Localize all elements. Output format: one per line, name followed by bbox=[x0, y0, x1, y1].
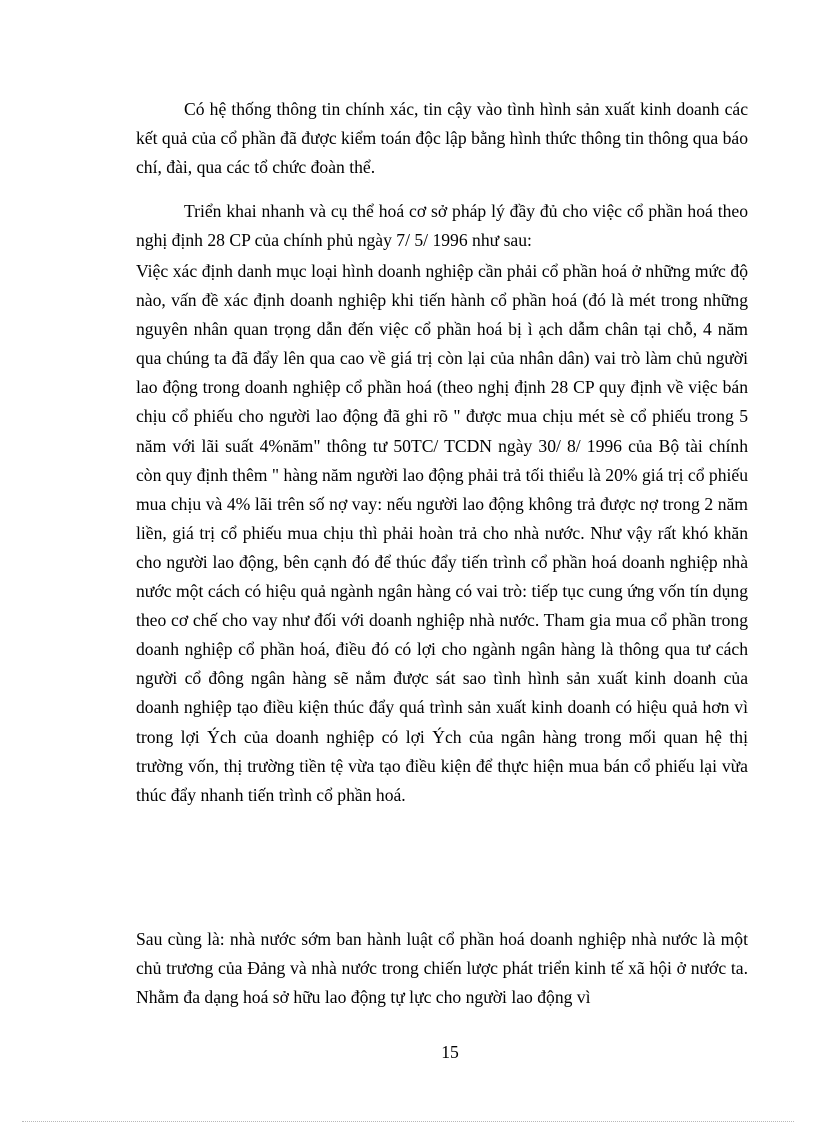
paragraph-information-system: Có hệ thống thông tin chính xác, tin cậy vào tình hình sản xuất kinh doanh các kết quả của cổ phần đã được kiểm toán độc lập bằng hình thức thông tin thông qua báo chí, đài, qua các tổ chức đoàn thể. bbox=[136, 99, 748, 178]
page-number: 15 bbox=[441, 1042, 459, 1062]
paragraph-enterprise-classification: Việc xác định danh mục loại hình doanh nghiệp cần phải cổ phần hoá ở những mức độ nào, vấn đề xác định doanh nghiệp khi tiến hành cổ phần hoá (đó là mét trong những nguyên nhân quan trọng dẫn đến việc cổ phần hoá bị ì ạch dẫm chân tại chỗ, 4 năm qua chúng ta đã đẩy lên qua cao về giá trị còn lại của nhân dân) vai trò làm chủ người lao động trong doanh nghiệp cổ phần hoá (theo nghị định 28 CP quy định về việc bán chịu cổ phiếu cho người lao động đã ghi rõ " được mua chịu mét sè cổ phiếu trong 5 năm với lãi suất 4%năm" thông tư 50TC/ TCDN ngày 30/ 8/ 1996 của Bộ tài chính còn quy định thêm " hàng năm người lao động phải trả tối thiểu là 20% giá trị cổ phiếu mua chịu và 4% lãi trên số nợ vay: nếu người lao động không trả được nợ trong 2 năm liền, giá trị cổ phiếu mua chịu thì phải hoàn trả cho nhà nước. Như vậy rất khó khăn cho người lao động, bên cạnh đó để thúc đẩy tiến trình cổ phần hoá doanh nghiệp nhà nước một cách có hiệu quả ngành ngân hàng có vai trò: tiếp tục cung ứng vốn tín dụng theo cơ chế cho vay như đối với doanh nghiệp nhà nước. Tham gia mua cổ phần trong doanh nghiệp cổ phần hoá, điều đó có lợi cho ngành ngân hàng là thông qua tư cách người cổ đông ngân hàng sẽ nắm được sát sao tình hình sản xuất kinh doanh của doanh nghiệp tạo điều kiện thúc đẩy quá trình sản xuất kinh doanh có hiệu quả hơn vì trong lợi Ých của doanh nghiệp có lợi Ých của ngân hàng trong mối quan hệ thị trường vốn, thị trường tiền tệ vừa tạo điều kiện để thực hiện mua bán cổ phiếu lại vừa thúc đẩy nhanh tiến trình cổ phần hoá. bbox=[136, 261, 748, 805]
paragraph-final-recommendation: Sau cùng là: nhà nước sớm ban hành luật cổ phần hoá doanh nghiệp nhà nước là một chủ trương của Đảng và nhà nước trong chiến lược phát triển kinh tế xã hội ở nước ta. Nhằm đa dạng hoá sở hữu lao động tự lực cho người lao động vì bbox=[136, 929, 748, 1008]
paragraph-legal-basis: Triển khai nhanh và cụ thể hoá cơ sở pháp lý đầy đủ cho việc cổ phần hoá theo nghị định 28 CP của chính phủ ngày 7/ 5/ 1996 như sau: bbox=[136, 201, 748, 251]
page-bottom-divider bbox=[22, 1121, 794, 1122]
